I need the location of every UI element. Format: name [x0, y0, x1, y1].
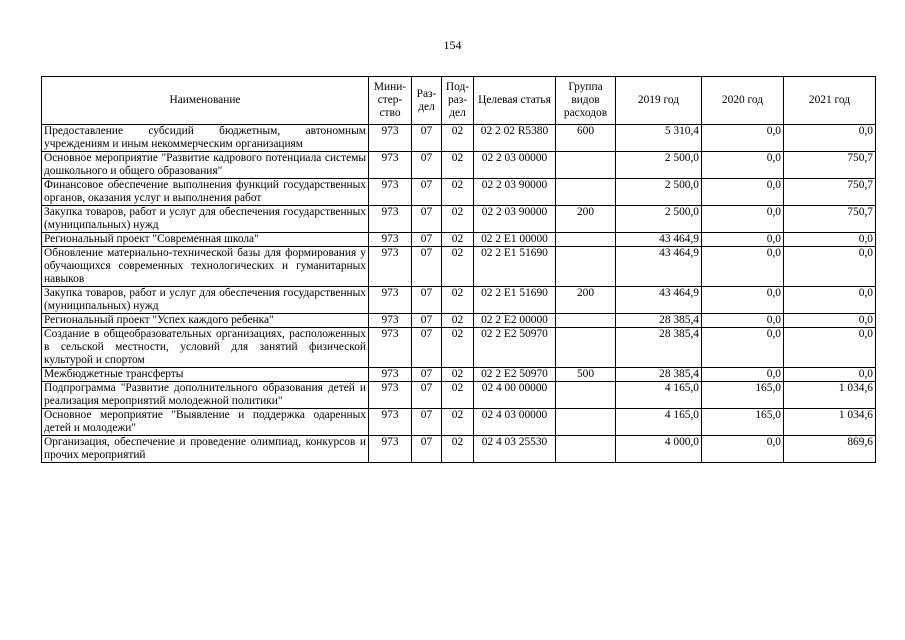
cell-2020: 0,0 — [702, 206, 784, 233]
cell-ministry: 973 — [369, 125, 412, 152]
cell-section: 07 — [412, 125, 442, 152]
cell-section: 07 — [412, 328, 442, 368]
cell-2020: 165,0 — [702, 409, 784, 436]
cell-ministry: 973 — [369, 233, 412, 247]
cell-subsection: 02 — [442, 125, 474, 152]
cell-ministry: 973 — [369, 314, 412, 328]
cell-name: Закупка товаров, работ и услуг для обеспечения государственных (муниципальных) нужд — [42, 206, 369, 233]
cell-2019: 43 464,9 — [616, 287, 702, 314]
cell-2021: 750,7 — [784, 179, 876, 206]
cell-2020: 0,0 — [702, 328, 784, 368]
cell-2021: 0,0 — [784, 247, 876, 287]
cell-group: 600 — [556, 125, 616, 152]
cell-2021: 1 034,6 — [784, 409, 876, 436]
table-row — [42, 436, 876, 463]
cell-name: Закупка товаров, работ и услуг для обеспечения государственных (муниципальных) нужд — [42, 287, 369, 314]
cell-2020: 0,0 — [702, 368, 784, 382]
cell-2019: 43 464,9 — [616, 233, 702, 247]
cell-subsection: 02 — [442, 314, 474, 328]
cell-target: 02 2 03 90000 — [474, 206, 556, 233]
cell-section: 07 — [412, 179, 442, 206]
cell-2020: 0,0 — [702, 179, 784, 206]
cell-target: 02 2 E1 00000 — [474, 233, 556, 247]
cell-group — [556, 436, 616, 463]
cell-target: 02 2 E2 50970 — [474, 368, 556, 382]
cell-section: 07 — [412, 368, 442, 382]
cell-2019: 4 165,0 — [616, 409, 702, 436]
cell-ministry: 973 — [369, 206, 412, 233]
cell-group: 200 — [556, 206, 616, 233]
cell-2019: 43 464,9 — [616, 247, 702, 287]
cell-group — [556, 328, 616, 368]
cell-ministry: 973 — [369, 287, 412, 314]
table-row — [42, 409, 876, 436]
cell-target: 02 4 03 00000 — [474, 409, 556, 436]
header-2021: 2021 год — [784, 77, 876, 125]
cell-name: Межбюджетные трансферты — [42, 368, 369, 382]
cell-ministry: 973 — [369, 436, 412, 463]
cell-2020: 0,0 — [702, 436, 784, 463]
cell-name: Региональный проект "Современная школа" — [42, 233, 369, 247]
header-ministry: Мини-стер-ство — [369, 77, 412, 125]
cell-2019: 2 500,0 — [616, 179, 702, 206]
table-row — [42, 328, 876, 368]
cell-2019: 28 385,4 — [616, 314, 702, 328]
table-row — [42, 125, 876, 152]
cell-section: 07 — [412, 382, 442, 409]
cell-subsection: 02 — [442, 179, 474, 206]
cell-section: 07 — [412, 314, 442, 328]
cell-2021: 0,0 — [784, 328, 876, 368]
table-row — [42, 314, 876, 328]
cell-target: 02 2 E2 50970 — [474, 328, 556, 368]
cell-2021: 0,0 — [784, 125, 876, 152]
cell-2019: 5 310,4 — [616, 125, 702, 152]
cell-target: 02 2 03 90000 — [474, 179, 556, 206]
cell-subsection: 02 — [442, 328, 474, 368]
cell-section: 07 — [412, 409, 442, 436]
table-body — [42, 125, 876, 463]
cell-2021: 1 034,6 — [784, 382, 876, 409]
cell-target: 02 2 E2 00000 — [474, 314, 556, 328]
cell-group — [556, 179, 616, 206]
budget-table — [41, 76, 876, 463]
header-2019: 2019 год — [616, 77, 702, 125]
cell-ministry: 973 — [369, 179, 412, 206]
cell-2021: 0,0 — [784, 368, 876, 382]
cell-2021: 750,7 — [784, 206, 876, 233]
header-name: Наименование — [42, 77, 369, 125]
cell-2020: 0,0 — [702, 233, 784, 247]
cell-section: 07 — [412, 206, 442, 233]
cell-ministry: 973 — [369, 382, 412, 409]
cell-subsection: 02 — [442, 409, 474, 436]
table-row — [42, 206, 876, 233]
cell-2021: 0,0 — [784, 287, 876, 314]
cell-group — [556, 152, 616, 179]
cell-section: 07 — [412, 152, 442, 179]
header-2020: 2020 год — [702, 77, 784, 125]
cell-2020: 0,0 — [702, 287, 784, 314]
cell-2021: 750,7 — [784, 152, 876, 179]
cell-subsection: 02 — [442, 368, 474, 382]
cell-section: 07 — [412, 247, 442, 287]
cell-group — [556, 247, 616, 287]
cell-name: Организация, обеспечение и проведение олимпиад, конкурсов и прочих мероприятий — [42, 436, 369, 463]
cell-2019: 2 500,0 — [616, 152, 702, 179]
cell-group — [556, 314, 616, 328]
table-row — [42, 247, 876, 287]
cell-ministry: 973 — [369, 328, 412, 368]
cell-name: Финансовое обеспечение выполнения функций государственных органов, оказания услуг и выполнения работ — [42, 179, 369, 206]
cell-name: Создание в общеобразовательных организациях, расположенных в сельской местности, условий для занятий физической культурой и спортом — [42, 328, 369, 368]
cell-2020: 0,0 — [702, 125, 784, 152]
header-group: Группа видов расходов — [556, 77, 616, 125]
cell-target: 02 2 02 R5380 — [474, 125, 556, 152]
table-row — [42, 382, 876, 409]
header-target: Целевая статья — [474, 77, 556, 125]
page-number: 154 — [443, 38, 462, 52]
cell-2021: 0,0 — [784, 233, 876, 247]
table-row — [42, 233, 876, 247]
table-row — [42, 287, 876, 314]
cell-name: Региональный проект "Успех каждого ребенка" — [42, 314, 369, 328]
cell-subsection: 02 — [442, 436, 474, 463]
cell-2020: 0,0 — [702, 152, 784, 179]
table-row — [42, 179, 876, 206]
cell-target: 02 4 03 25530 — [474, 436, 556, 463]
table-row — [42, 152, 876, 179]
cell-subsection: 02 — [442, 233, 474, 247]
cell-2019: 28 385,4 — [616, 328, 702, 368]
cell-group — [556, 233, 616, 247]
table-header-row — [42, 77, 876, 125]
cell-group: 500 — [556, 368, 616, 382]
cell-2019: 28 385,4 — [616, 368, 702, 382]
cell-target: 02 2 E1 51690 — [474, 287, 556, 314]
cell-subsection: 02 — [442, 152, 474, 179]
cell-2021: 0,0 — [784, 314, 876, 328]
cell-ministry: 973 — [369, 247, 412, 287]
cell-section: 07 — [412, 436, 442, 463]
cell-2019: 4 000,0 — [616, 436, 702, 463]
cell-ministry: 973 — [369, 368, 412, 382]
cell-2021: 869,6 — [784, 436, 876, 463]
cell-target: 02 2 03 00000 — [474, 152, 556, 179]
cell-target: 02 2 E1 51690 — [474, 247, 556, 287]
header-subsection: Под-раз-дел — [442, 77, 474, 125]
cell-section: 07 — [412, 287, 442, 314]
cell-target: 02 4 00 00000 — [474, 382, 556, 409]
cell-name: Обновление материально-технической базы для формирования у обучающихся современных технологических и гуманитарных навыков — [42, 247, 369, 287]
cell-2020: 0,0 — [702, 247, 784, 287]
cell-subsection: 02 — [442, 382, 474, 409]
cell-ministry: 973 — [369, 409, 412, 436]
cell-subsection: 02 — [442, 287, 474, 314]
cell-subsection: 02 — [442, 247, 474, 287]
cell-2019: 2 500,0 — [616, 206, 702, 233]
cell-2019: 4 165,0 — [616, 382, 702, 409]
table-row — [42, 368, 876, 382]
cell-group — [556, 382, 616, 409]
cell-2020: 165,0 — [702, 382, 784, 409]
cell-name: Предоставление субсидий бюджетным, автономным учреждениям и иным некоммерческим организациям — [42, 125, 369, 152]
cell-ministry: 973 — [369, 152, 412, 179]
cell-name: Основное мероприятие "Развитие кадрового потенциала системы дошкольного и общего образования" — [42, 152, 369, 179]
cell-name: Основное мероприятие "Выявление и поддержка одаренных детей и молодежи" — [42, 409, 369, 436]
header-section: Раз-дел — [412, 77, 442, 125]
cell-name: Подпрограмма "Развитие дополнительного образования детей и реализация мероприятий молодежной политики" — [42, 382, 369, 409]
cell-2020: 0,0 — [702, 314, 784, 328]
cell-group — [556, 409, 616, 436]
cell-subsection: 02 — [442, 206, 474, 233]
cell-section: 07 — [412, 233, 442, 247]
cell-group: 200 — [556, 287, 616, 314]
